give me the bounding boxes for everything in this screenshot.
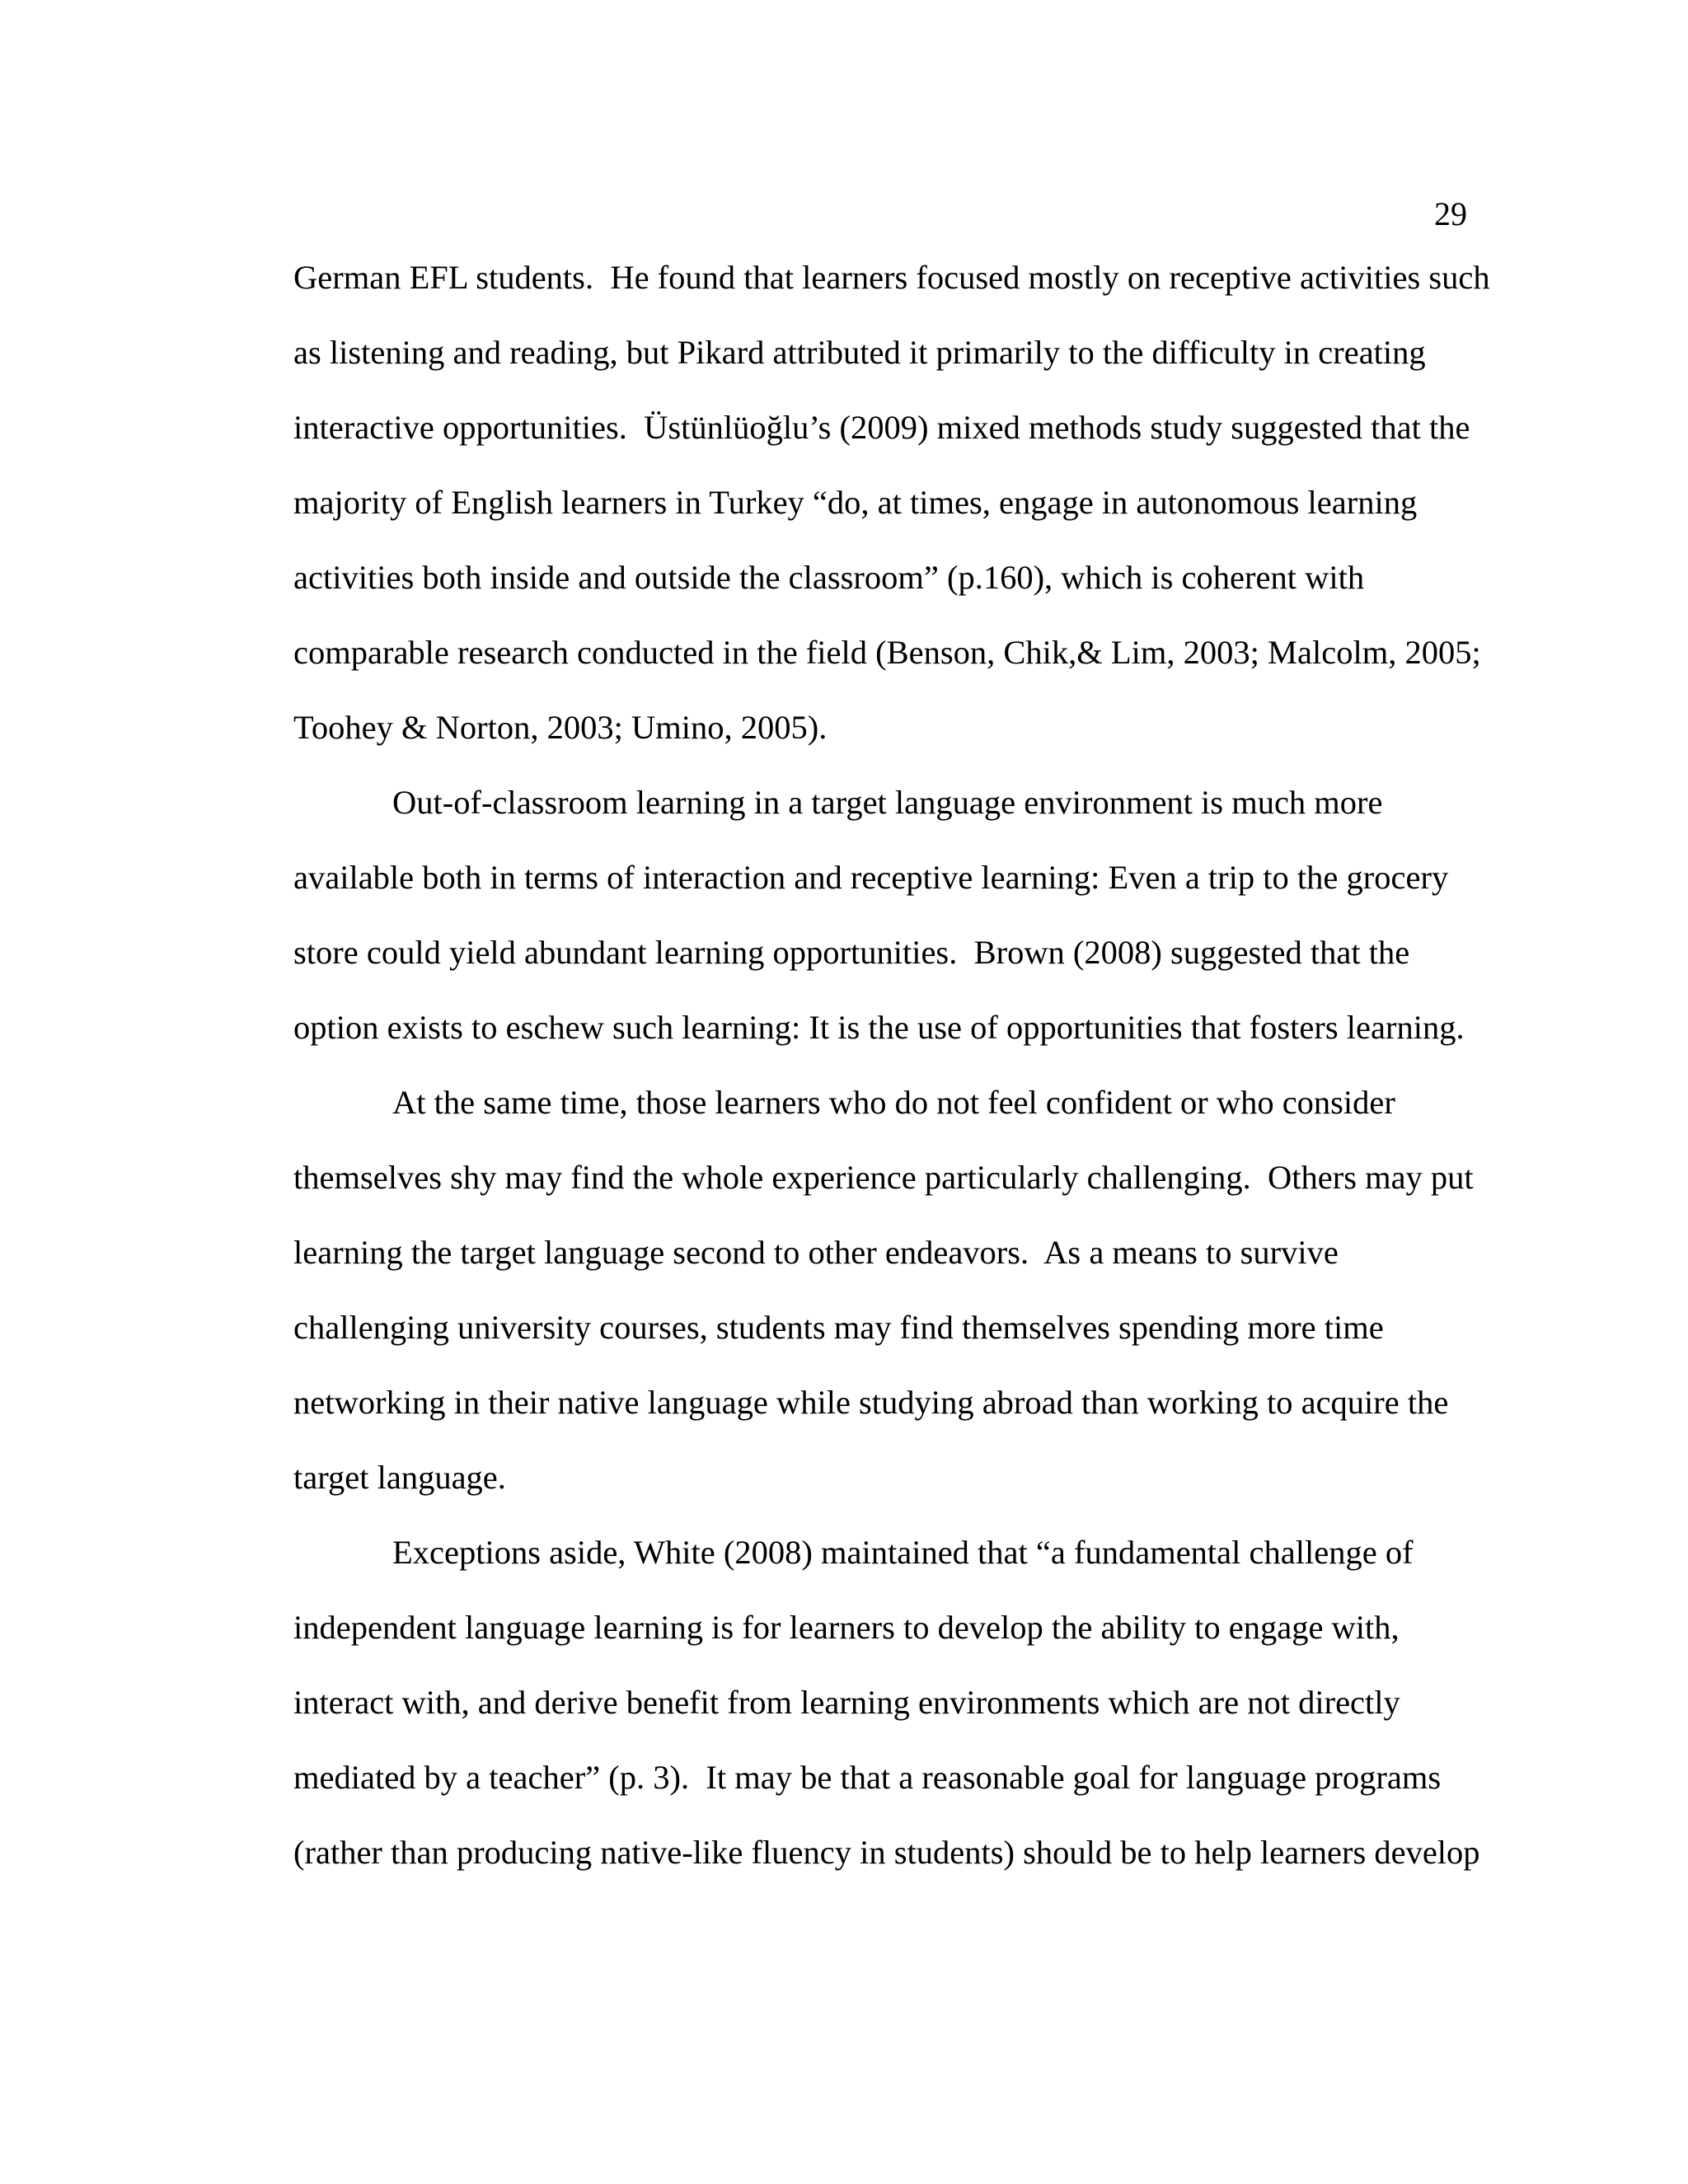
- text-line: learning the target language second to other endeavors. As a means to survive: [293, 1234, 1339, 1271]
- text-line: German EFL students. He found that learners focused mostly on receptive activities such: [293, 259, 1490, 296]
- text-line: activities both inside and outside the classroom” (p.160), which is coherent with: [293, 559, 1365, 596]
- text-line: challenging university courses, students may find themselves spending more time: [293, 1309, 1384, 1346]
- text-line: themselves shy may find the whole experience particularly challenging. Others may put: [293, 1159, 1474, 1196]
- paragraph-start-line: Out-of-classroom learning in a target language environment is much more: [392, 784, 1383, 821]
- text-line: interact with, and derive benefit from learning environments which are not directly: [293, 1684, 1400, 1721]
- paragraph-start-line: At the same time, those learners who do not feel confident or who consider: [392, 1084, 1395, 1121]
- text-line: (rather than producing native-like fluency in students) should be to help learners develop: [293, 1834, 1480, 1871]
- text-line: networking in their native language while studying abroad than working to acquire the: [293, 1384, 1449, 1421]
- text-line: majority of English learners in Turkey “do, at times, engage in autonomous learning: [293, 484, 1418, 521]
- text-line: option exists to eschew such learning: It is the use of opportunities that fosters learning.: [293, 1009, 1465, 1046]
- page-number: 29: [1434, 195, 1467, 232]
- text-line: comparable research conducted in the field (Benson, Chik,& Lim, 2003; Malcolm, 2005;: [293, 634, 1481, 671]
- text-line: interactive opportunities. Üstünlüoğlu’s (2009) mixed methods study suggested that the: [293, 409, 1470, 446]
- text-line: as listening and reading, but Pikard attributed it primarily to the difficulty in creating: [293, 334, 1426, 371]
- text-line: target language.: [293, 1459, 506, 1496]
- text-line: Toohey & Norton, 2003; Umino, 2005).: [293, 709, 828, 746]
- body-text: [293, 255, 1490, 1905]
- text-line: mediated by a teacher” (p. 3). It may be that a reasonable goal for language programs: [293, 1759, 1442, 1796]
- text-line: store could yield abundant learning opportunities. Brown (2008) suggested that the: [293, 934, 1410, 971]
- text-line: available both in terms of interaction and receptive learning: Even a trip to the grocery: [293, 859, 1449, 896]
- text-line: independent language learning is for learners to develop the ability to engage with,: [293, 1609, 1400, 1646]
- paragraph-start-line: Exceptions aside, White (2008) maintained that “a fundamental challenge of: [392, 1534, 1414, 1571]
